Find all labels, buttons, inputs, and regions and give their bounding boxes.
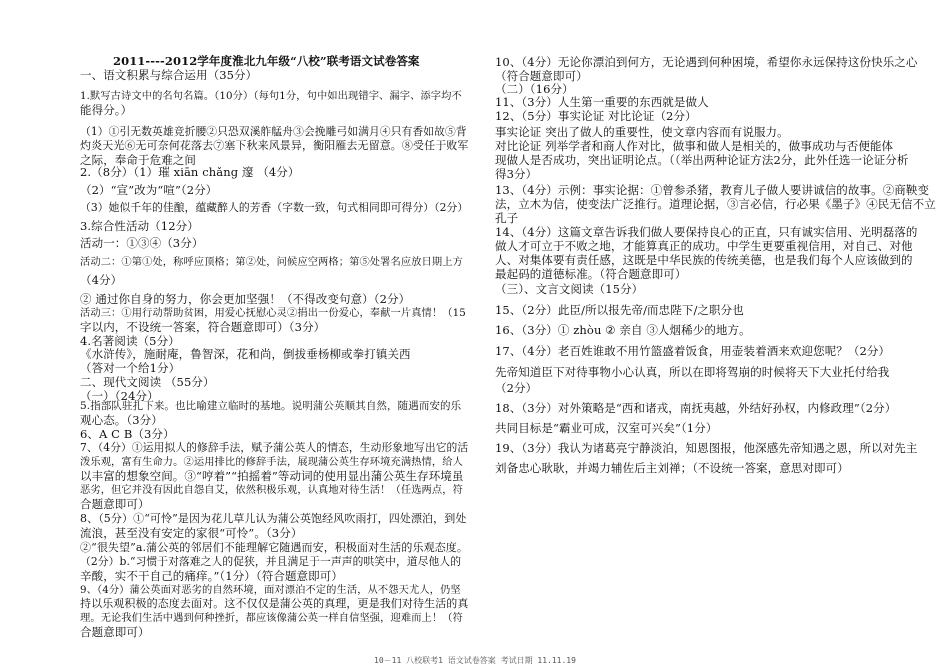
left-answer-line: 2.（8分）（1）璀 xiān chǎng 邃 （4分） <box>80 165 300 179</box>
right-answer-line: 刘备忠心耿耿，并竭力辅佐后主刘禅；（不设统一答案，意思对即可） <box>495 461 849 475</box>
left-answer-line: 5.指部队驻扎下来。也比喻建立临时的基地。说明蒲公英顺其自然，随遇而安的乐 <box>80 400 462 412</box>
left-answer-line: （4分） <box>80 273 123 287</box>
left-answer-line: 9、（4分）蒲公英面对恶劣的自然环境，面对漂泊不定的生活，从不怨天尤人，仍坚 <box>80 584 461 596</box>
left-answer-line: 合题意即可） <box>80 497 150 511</box>
left-answer-line: 7、（4分）①运用拟人的修辞手法，赋予蒲公英人的情态，生动形象地写出它的活 <box>80 441 469 454</box>
left-answer-line: 《水浒传》，施耐庵，鲁智深，花和尚，倒拔垂杨柳或拳打镇关西 <box>80 347 411 361</box>
right-answer-line: 得3分） <box>495 167 538 181</box>
right-answer-line: 12、（5分）事实论证 对比论证（2分） <box>495 109 697 123</box>
right-answer-line: 现做人是否成功，突出证明论点。（（举出两种论证方法2分，此外任选一论证分析 <box>495 153 909 167</box>
left-answer-line: 之际，奉命于危难之间 <box>80 153 196 167</box>
left-answer-line: （2分）b.“习惯于对落难之人的促狭，并且满足于一声声的哄笑中，道尽他人的 <box>80 555 462 568</box>
left-answer-line: 4.名著阅读（5分） <box>80 334 180 348</box>
left-answer-line: 理。无论我们生活中遇到何种挫折，都应该像蒲公英一样自信坚强，迎难而上！（符 <box>80 612 463 624</box>
document-title: 2011----2012学年度淮北九年级“八校”联考语文试卷答案 <box>113 54 420 68</box>
right-answer-line: 共同目标是“霸业可成，汉室可兴矣”（1分） <box>495 421 718 435</box>
left-answer-line: 辛酸，实不干自己的痛痒。”（1分）（符合题意即可） <box>80 569 343 583</box>
right-answer-line: 14、（4分）这篇文章告诉我们做人要保持良心的正直，只有诚实信用、光明磊落的 <box>495 225 918 239</box>
right-answer-line: 16、（3分）① zhòu ② 亲自 ③人烟稀少的地方。 <box>495 323 751 337</box>
right-answer-line: （二）（16分） <box>495 82 574 96</box>
left-answer-line: （答对一个给1分） <box>80 361 181 375</box>
right-answer-line: 11、（3分）人生第一重要的东西就是做人 <box>495 95 709 109</box>
left-answer-line: 一、语文积累与综合运用（35分） <box>80 68 258 82</box>
right-answer-line: 最起码的道德标准。（符合题意即可） <box>495 267 687 281</box>
right-answer-line: 19、（3分）我认为诸葛亮宁静淡泊，知恩图报，他深感先帝知遇之恩，所以对先主 <box>495 441 918 455</box>
right-answer-line: 13、（4分）示例：事实论据：①曾参杀猪，教育儿子做人要讲诚信的故事。②商鞅变 <box>495 183 930 197</box>
right-answer-line: 事实论证 突出了做人的重要性，使文章内容而有说服力。 <box>495 125 789 139</box>
left-answer-line: 二、现代文阅读 （55分） <box>80 375 215 389</box>
right-answer-line: 18、（3分）对外策略是“西和诸戎，南抚夷越，外结好孙权，内修政理”（2分） <box>495 401 897 415</box>
left-answer-line: 恶劣，但它并没有因此自怨自艾，依然积极乐观，认真地对待生活！（任选两点，符 <box>80 484 463 496</box>
left-answer-line: 活动二：①第①处，称呼应顶格；第②处，问候应空两格；第⑤处署名应放日期上方 <box>80 256 463 268</box>
right-answer-line: （三）、文言文阅读（15分） <box>495 282 644 296</box>
right-answer-line: 17、（4分）老百姓谁敢不用竹篮盛着饭食，用壶装着酒来欢迎您呢？（2分） <box>495 344 891 358</box>
left-answer-line: 观心态。（3分） <box>80 413 163 427</box>
left-answer-line: ② 通过你自身的努力，你会更加坚强！（不得改变句意）（2分） <box>80 292 411 306</box>
right-answer-line: （符合题意即可） <box>495 69 588 83</box>
right-answer-line: 法，立木为信，使变法广泛推行。道理论据，③言必信，行必果《墨子》④民无信不立 <box>495 197 936 211</box>
page-footer: 10－11 八校联考1 语文试卷答案 考试日期 11.11.19 <box>374 656 576 665</box>
left-answer-line: （3）她似千年的佳酿，蕴藏醉人的芳香（字数一致，句式相同即可得分）（2分） <box>80 201 469 214</box>
left-answer-line: （一）（24分） <box>80 389 159 403</box>
right-answer-line: 人、对集体要有责任感，这既是中华民族的传统美德，也是我们每个人应该做到的 <box>495 253 913 267</box>
right-answer-line: 先帝知道臣下对待事物小心认真，所以在即将驾崩的时候将天下大业托付给我 <box>495 365 890 379</box>
left-answer-line: 泼乐观，富有生命力。②运用排比的修辞手法，展现蒲公英生存环境充满热情，给人 <box>80 456 463 468</box>
left-answer-line: （2）“宣”改为“喧”（2分） <box>80 183 218 197</box>
left-answer-line: （1）①引无数英雄竞折腰②只恐双溪舴艋舟③会挽雕弓如满月④只有香如故⑤背 <box>80 125 467 138</box>
left-answer-line: ②“很失望”a.蒲公英的邻居们不能理解它随遇而安，积极面对生活的乐观态度。 <box>80 541 468 554</box>
left-answer-line: 灼炎天光⑥无可奈何花落去⑦塞下秋来风景异，衡阳雁去无留意。⑧受任于败军 <box>80 139 469 152</box>
left-answer-line: 活动一：①③④（3分） <box>80 236 204 250</box>
left-answer-line: 合题意即可） <box>80 625 150 639</box>
right-column <box>475 0 950 650</box>
left-answer-line: 以丰富的想象空间。③“哼着”“拍摇着”等动词的使用显出蒲公英生存环境虽 <box>80 469 464 483</box>
right-answer-line: 对比论证 列举学者和商人作对比，做事和做人是相关的，做事成功与否便能体 <box>495 139 894 153</box>
left-answer-line: 字以内，不设统一答案，符合题意即可）（3分） <box>80 320 326 334</box>
right-answer-line: 10、（4分）无论你漂泊到何方，无论遇到何种困境，希望你永远保持这份快乐之心 <box>495 55 918 69</box>
left-answer-line: 1.默写古诗文中的名句名篇。（10分）（每句1分，句中如出现错字、漏字、添字均不 <box>80 90 462 102</box>
left-answer-line: 流浪，甚至没有安定的家很“可怜”。（3分） <box>80 526 303 540</box>
left-answer-line: 能得分。） <box>80 103 133 117</box>
right-answer-line: 孔子 <box>495 211 519 225</box>
left-answer-line: 3.综合性活动（12分） <box>80 219 199 233</box>
right-answer-line: （2分） <box>495 381 538 395</box>
left-answer-line: 8、（5分）①“可怜”是因为花儿草儿认为蒲公英饱经风吹雨打，四处漂泊，到处 <box>80 512 467 525</box>
left-column <box>0 0 475 650</box>
left-answer-line: 6、A C B（3分） <box>80 427 175 441</box>
left-answer-line: 持以乐观积极的态度去面对。这不仅仅是蒲公英的真理，更是我们对待生活的真 <box>80 597 469 610</box>
right-answer-line: 15、（2分）此臣/所以报先帝/而忠陛下/之职分也 <box>495 303 744 317</box>
right-answer-line: 做人才可立于不败之地，才能算真正的成功。中学生更要重视信用，对自己、对他 <box>495 239 913 253</box>
left-answer-line: 活动三：①用行动帮助贫困，用爱心抚慰心灵②捐出一份爱心，奉献一片真情！（15 <box>80 307 466 319</box>
